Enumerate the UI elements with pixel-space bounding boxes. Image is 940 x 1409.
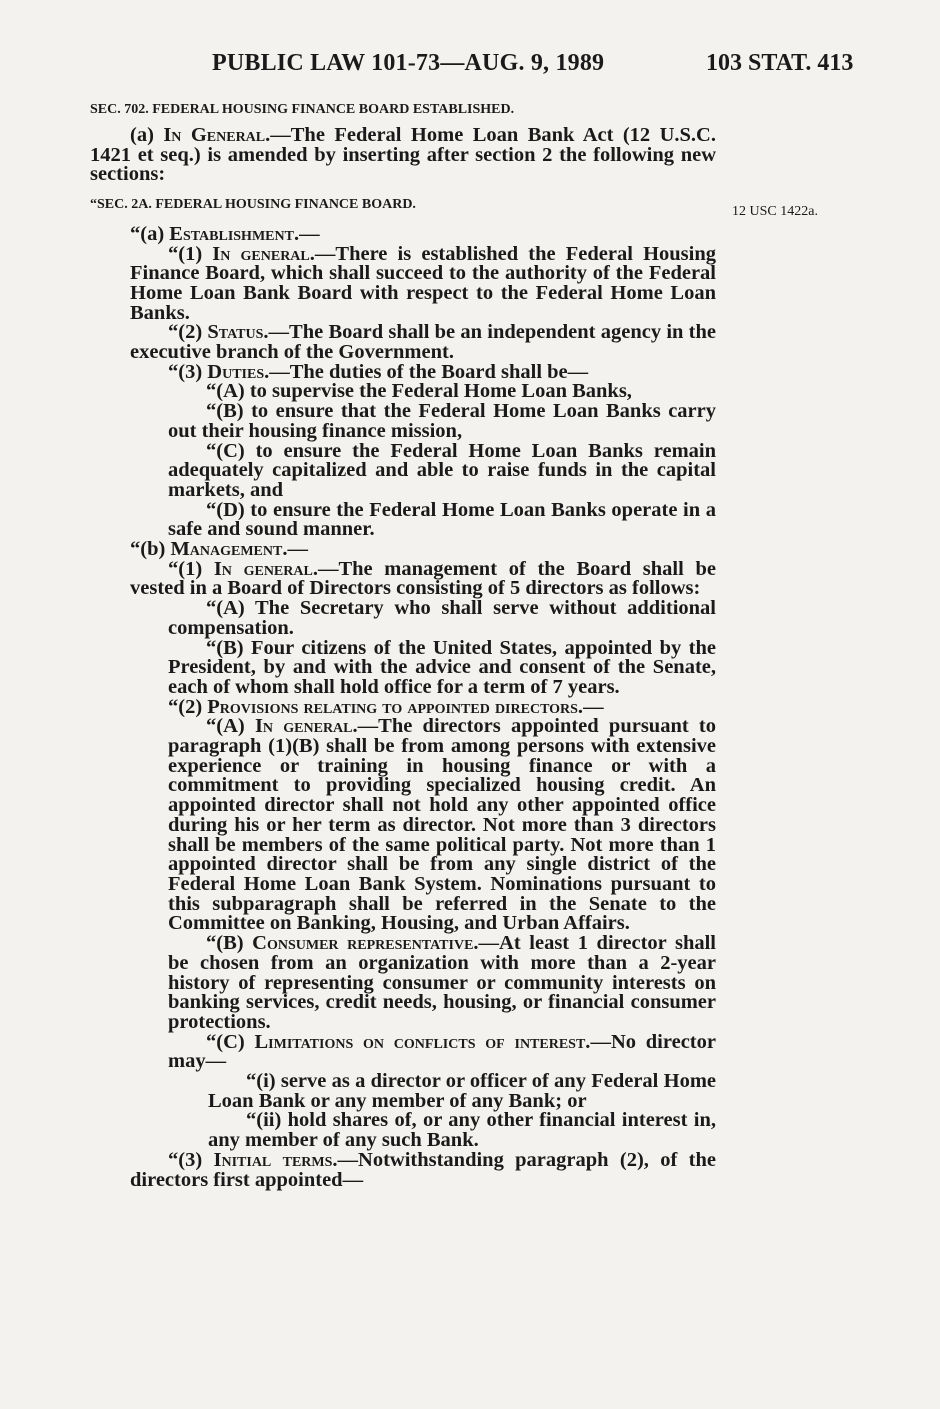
paragraph-text: —At least 1 director shall be chosen from an organization with more than a 2-year history of representing consumer or community interests on banking services, credit needs, housing, or financial consumer protections. [168, 932, 716, 1033]
paragraph-text: “(A) to supervise the Federal Home Loan Banks, [206, 380, 632, 403]
paragraph-label: “(3) [168, 1148, 214, 1171]
paragraph-label: “(1) [168, 557, 214, 580]
statute-paragraph [90, 636, 716, 698]
new-section-heading: “SEC. 2A. FEDERAL HOUSING FINANCE BOARD. [90, 197, 416, 213]
paragraph-label: “(2) [168, 695, 208, 718]
statute-paragraph [90, 599, 716, 638]
paragraph-label: “(B) [206, 932, 253, 955]
statute-body [90, 126, 716, 1190]
paragraph-caption: Establishment. [169, 222, 300, 245]
paragraph-label: “(A) [206, 715, 255, 738]
paragraph-text: “(B) Four citizens of the United States, appointed by the President, by and with the advice and consent of the Senate, each of whom shall hold office for a term of 7 years. [168, 636, 716, 698]
paragraph-caption: In general. [213, 557, 318, 580]
statute-paragraph [90, 1072, 716, 1111]
paragraph-text: —No director may— [168, 1030, 716, 1073]
statute-paragraph [90, 498, 716, 541]
paragraph-list [90, 222, 717, 1191]
subsection-label: (a) [130, 124, 164, 146]
paragraph-text: “(i) serve as a director or officer of any Federal Home Loan Bank or any member of any Bank; or [208, 1070, 716, 1112]
paragraph-label: “(b) [130, 538, 171, 561]
paragraph-text: — [583, 695, 604, 718]
paragraph-text: —The management of the Board shall be vested in a Board of Directors consisting of 5 directors as follows: [130, 557, 716, 600]
subsection-a-paragraph [90, 126, 716, 185]
statute-paragraph [90, 934, 716, 1033]
section-heading: SEC. 702. FEDERAL HOUSING FINANCE BOARD ESTABLISHED. [90, 102, 515, 117]
paragraph-label: “(2) [168, 321, 208, 344]
paragraph-text: —Notwithstanding paragraph (2), of the directors first appointed— [130, 1148, 716, 1191]
paragraph-caption: Limitations on conflicts of interest. [254, 1030, 591, 1053]
paragraph-text: — [287, 538, 308, 561]
paragraph-text: —There is established the Federal Housing Finance Board, which shall succeed to the authority of the Federal Home Loan Bank Board with respect to the Federal Home Loan Banks. [130, 242, 716, 324]
statute-paragraph [90, 323, 716, 362]
paragraph-text: “(B) to ensure that the Federal Home Loan Banks carry out their housing finance mission, [168, 400, 716, 442]
paragraph-caption: In general. [212, 242, 315, 265]
subsection-caption: In General. [163, 124, 271, 146]
statute-paragraph [90, 242, 716, 324]
statute-paragraph [90, 557, 716, 600]
statute-paragraph [90, 1148, 716, 1191]
paragraph-caption: Consumer representative. [252, 932, 479, 955]
paragraph-text: —The directors appointed pursuant to paragraph (1)(B) shall be from among persons with extensive experience or training in housing finance or with a commitment to providing specialized housing credit. An appointed director shall not hold any other appointed office during his or her term as director. Not more than 3 directors shall be members of the same political party. Not more than 1 appointed director shall be from any single district of the Federal Home Loan Bank System. Nominations pursuant to this subparagraph shall be referred in the Senate to the Committee on Banking, Housing, and Urban Affairs. [168, 715, 716, 935]
paragraph-label: “(C) [206, 1030, 255, 1053]
paragraph-label: “(1) [168, 242, 213, 265]
paragraph-text: “(C) to ensure the Federal Home Loan Banks remain adequately capitalized and able to raise funds in the capital markets, and [168, 439, 716, 501]
statute-paragraph [90, 717, 716, 934]
paragraph-text: —The duties of the Board shall be— [269, 360, 589, 383]
paragraph-caption: Status. [207, 321, 269, 344]
page-header-title: PUBLIC LAW 101-73—AUG. 9, 1989 [212, 50, 605, 76]
paragraph-caption: Duties. [207, 360, 270, 383]
page-header-stat: 103 STAT. 413 [706, 50, 854, 76]
statute-paragraph [90, 1030, 716, 1073]
subsection-text: —The Federal Home Loan Bank Act (12 U.S.C. 1421 et seq.) is amended by inserting after section 2 the following new sections: [90, 124, 716, 186]
paragraph-label: “(a) [130, 222, 170, 245]
statute-paragraph [90, 439, 716, 501]
paragraph-caption: Provisions relating to appointed directors. [207, 695, 584, 718]
paragraph-caption: Initial terms. [213, 1148, 338, 1171]
paragraph-text: “(A) The Secretary who shall serve without additional compensation. [168, 597, 716, 639]
paragraph-label: “(3) [168, 360, 208, 383]
statute-paragraph [90, 402, 716, 441]
paragraph-text: — [299, 222, 320, 245]
margin-citation: 12 USC 1422a. [732, 204, 818, 219]
paragraph-text: —The Board shall be an independent agency in the executive branch of the Government. [130, 321, 717, 364]
paragraph-text: “(D) to ensure the Federal Home Loan Banks operate in a safe and sound manner. [168, 498, 716, 541]
paragraph-caption: Management. [170, 538, 288, 561]
paragraph-text: “(ii) hold shares of, or any other financial interest in, any member of any such Bank. [208, 1109, 716, 1152]
paragraph-caption: In general. [254, 715, 358, 738]
statute-paragraph [90, 1111, 716, 1150]
